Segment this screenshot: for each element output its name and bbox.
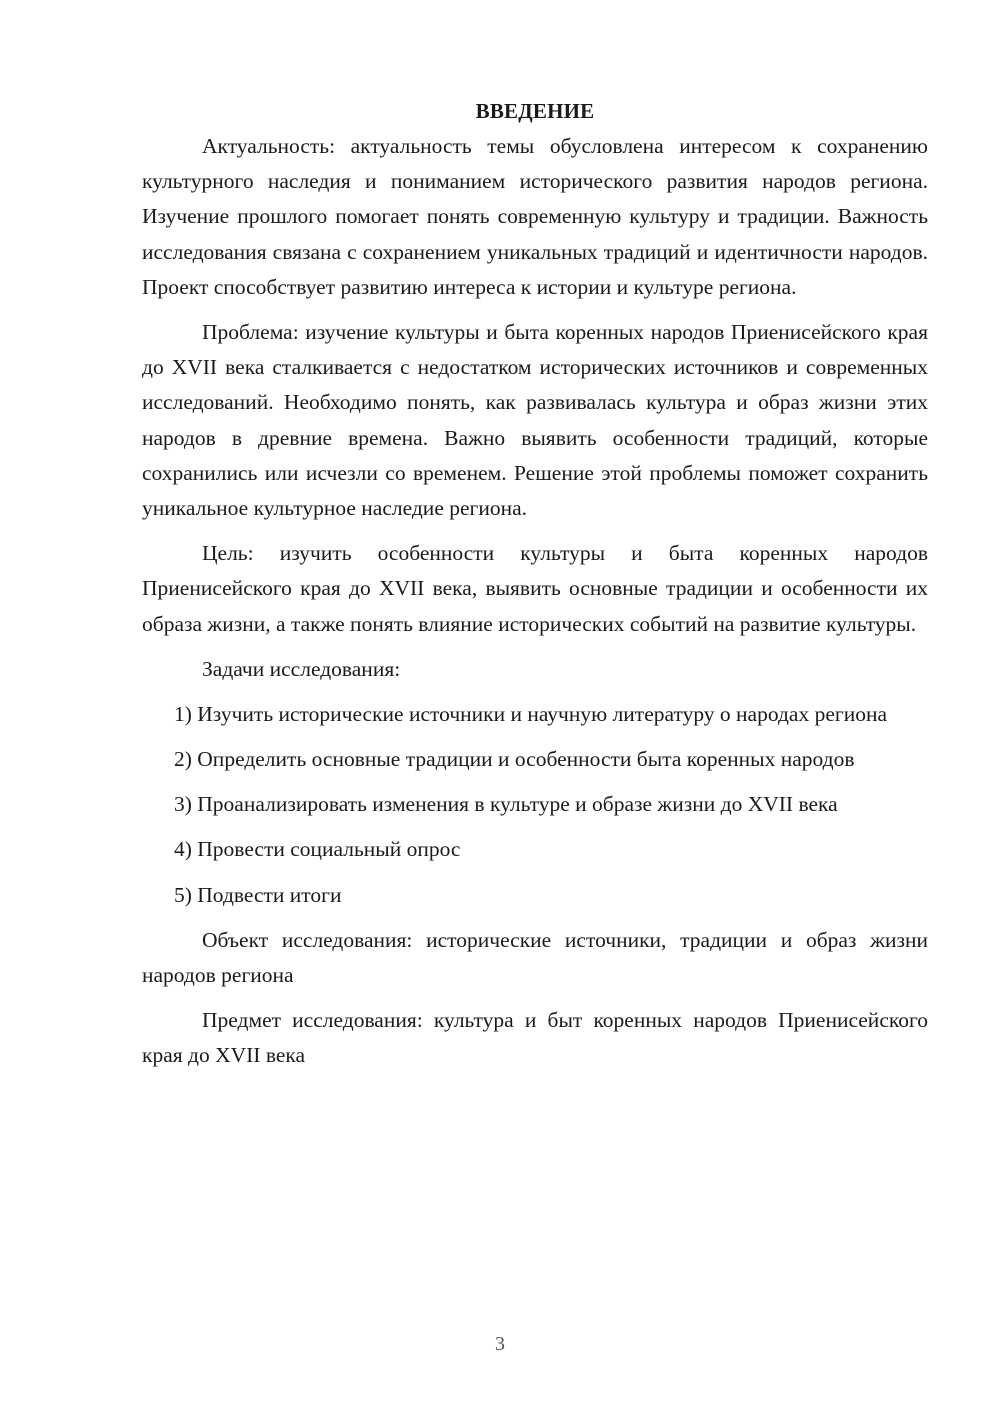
- task-item-3: 3) Проанализировать изменения в культуре и образе жизни до XVII века: [174, 792, 838, 817]
- task-item-2: 2) Определить основные традиции и особенности быта коренных народов: [174, 747, 855, 772]
- document-page: [142, 94, 928, 1084]
- object-paragraph: Объект исследования: исторические источники, традиции и образ жизни народов региона: [142, 927, 928, 988]
- subject-paragraph: Предмет исследования: культура и быт коренных народов Приенисейского края до XVII века: [142, 1008, 928, 1068]
- relevance-paragraph: Актуальность: актуальность темы обусловлена интересом к сохранению культурного наследия и пониманием исторического развития народов региона. Изучение прошлого помогает понять современную культуру и традиции. Важность исследования связана с сохранением уникальных традиций и идентичности народов. Проект способствует развитию интереса к истории и культуре региона.: [142, 134, 928, 299]
- page-number: 3: [495, 1333, 505, 1355]
- section-title: ВВЕДЕНИЕ: [475, 99, 595, 123]
- goal-paragraph: Цель: изучить особенности культуры и быта коренных народов Приенисейского края до XVII века, выявить основные традиции и особенности их образа жизни, а также понять влияние исторических событий на развитие культуры.: [142, 541, 928, 636]
- problem-paragraph: Проблема: изучение культуры и быта коренных народов Приенисейского края до XVII века сталкивается с недостатком исторических источников и современных исследований. Необходимо понять, как развивалась культура и образ жизни этих народов в древние времена. Важно выявить особенности традиций, которые сохранились или исчезли со временем. Решение этой проблемы поможет сохранить уникальное культурное наследие региона.: [142, 320, 928, 521]
- task-item-5: 5) Подвести итоги: [174, 882, 342, 907]
- task-item-1: 1) Изучить исторические источники и научную литературу о народах региона: [174, 701, 888, 726]
- task-item-4: 4) Провести социальный опрос: [174, 837, 461, 862]
- tasks-heading: Задачи исследования:: [202, 656, 401, 681]
